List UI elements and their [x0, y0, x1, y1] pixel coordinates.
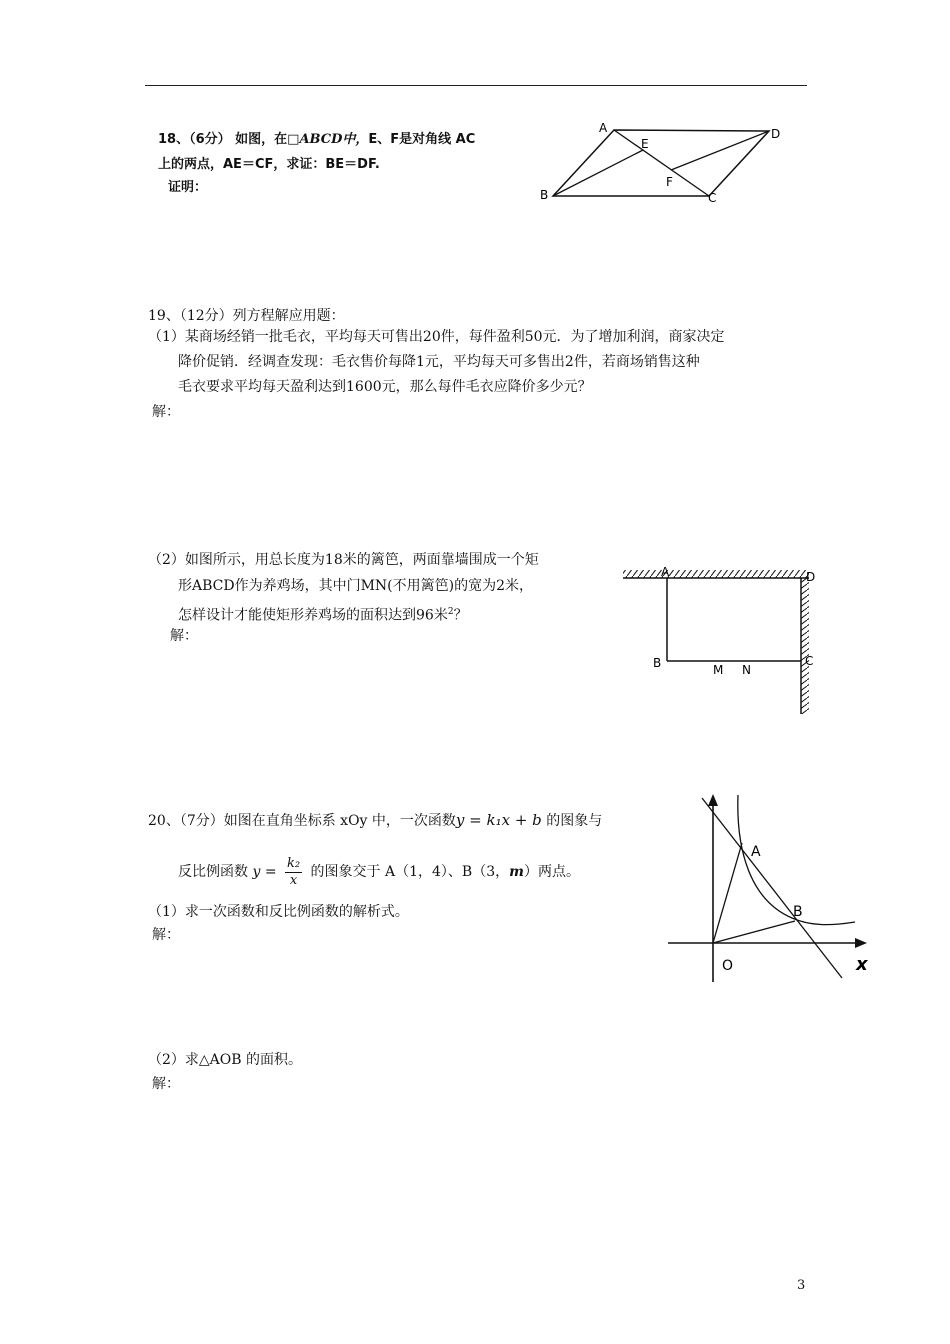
q20-p1: （1）求一次函数和反比例函数的解析式。: [148, 904, 409, 920]
q18-line2: 上的两点，AE＝CF，求证：BE＝DF.: [158, 157, 380, 172]
q19-chicken-farm-figure: [615, 560, 825, 720]
label-d: D: [806, 570, 816, 584]
q19-p1-solution-label: 解：: [152, 404, 180, 420]
linear-function-line: [702, 798, 842, 978]
label-e: E: [641, 137, 649, 151]
q19-p2-line3: 怎样设计才能使矩形养鸡场的面积达到96米$^2$？: [178, 607, 468, 624]
q20-p2-solution-label: 解：: [152, 1076, 180, 1092]
inverse-fraction: $\frac{\text{k₂}}{x}$: [287, 855, 301, 888]
q19-p2-line2: 形ABCD作为养鸡场，其中门MN(不用篱笆)的宽为2米，: [178, 578, 534, 594]
segment-df: [671, 131, 769, 170]
q19-p2-solution-label: 解：: [170, 628, 198, 644]
label-b: B: [793, 904, 803, 920]
segment-be: [553, 150, 643, 196]
q18-parallelogram-figure: [535, 118, 785, 208]
label-n: N: [742, 663, 751, 677]
q19-p2-line1: （2）如图所示，用总长度为18米的篱笆，两面靠墙围成一个矩: [148, 552, 539, 568]
label-a: A: [751, 844, 761, 860]
q20-coordinate-figure: [660, 790, 875, 990]
label-d: D: [771, 127, 781, 141]
label-m: M: [713, 663, 724, 677]
label-f: F: [666, 175, 673, 189]
label-c: C: [805, 654, 814, 668]
x-axis-arrow: [855, 938, 867, 948]
segment-oa: [713, 843, 742, 943]
y-axis-arrow: [708, 794, 718, 806]
q19-p1-line2: 降价促销．经调查发现：毛衣售价每降1元，平均每天可多售出2件，若商场销售这种: [178, 354, 700, 370]
q19-p1-line3: 毛衣要求平均每天盈利达到1600元，那么每件毛衣应降价多少元？: [178, 379, 592, 395]
label-a: A: [661, 565, 670, 579]
q18-line1: 18、（6分） 如图，在□ABCD中，E、F是对角线 AC: [158, 132, 476, 147]
segment-ob: [713, 921, 795, 943]
q20-p2: （2）求△AOB 的面积。: [148, 1052, 302, 1068]
q19-p1-line1: （1）某商场经销一批毛衣，平均每天可售出20件，每件盈利50元．为了增加利润，商家决定: [148, 329, 725, 345]
q20-p1-solution-label: 解：: [152, 927, 180, 943]
label-b: B: [540, 188, 549, 202]
label-o: O: [722, 958, 734, 974]
label-x: x: [856, 954, 868, 975]
page-number: 3: [797, 1278, 806, 1293]
diagonal-ac: [614, 130, 709, 196]
q19-title: 19、（12分）列方程解应用题：: [148, 308, 345, 324]
q18-proof-label: 证明：: [168, 180, 208, 195]
label-c: C: [708, 191, 717, 205]
header-rule: [145, 85, 807, 86]
label-a: A: [599, 121, 608, 135]
top-wall-hatching: [623, 570, 809, 578]
q20-line1: 20、（7分）如图在直角坐标系 xOy 中，一次函数y = k₁x + b 的图象与: [148, 811, 603, 829]
q20-line2: 反比例函数 y = $\frac{\text{k₂}}{x}$ 的图象交于 A（1，4）、B（3，m）两点。: [178, 855, 580, 888]
label-b: B: [653, 656, 662, 670]
right-wall-hatching: [801, 578, 809, 714]
